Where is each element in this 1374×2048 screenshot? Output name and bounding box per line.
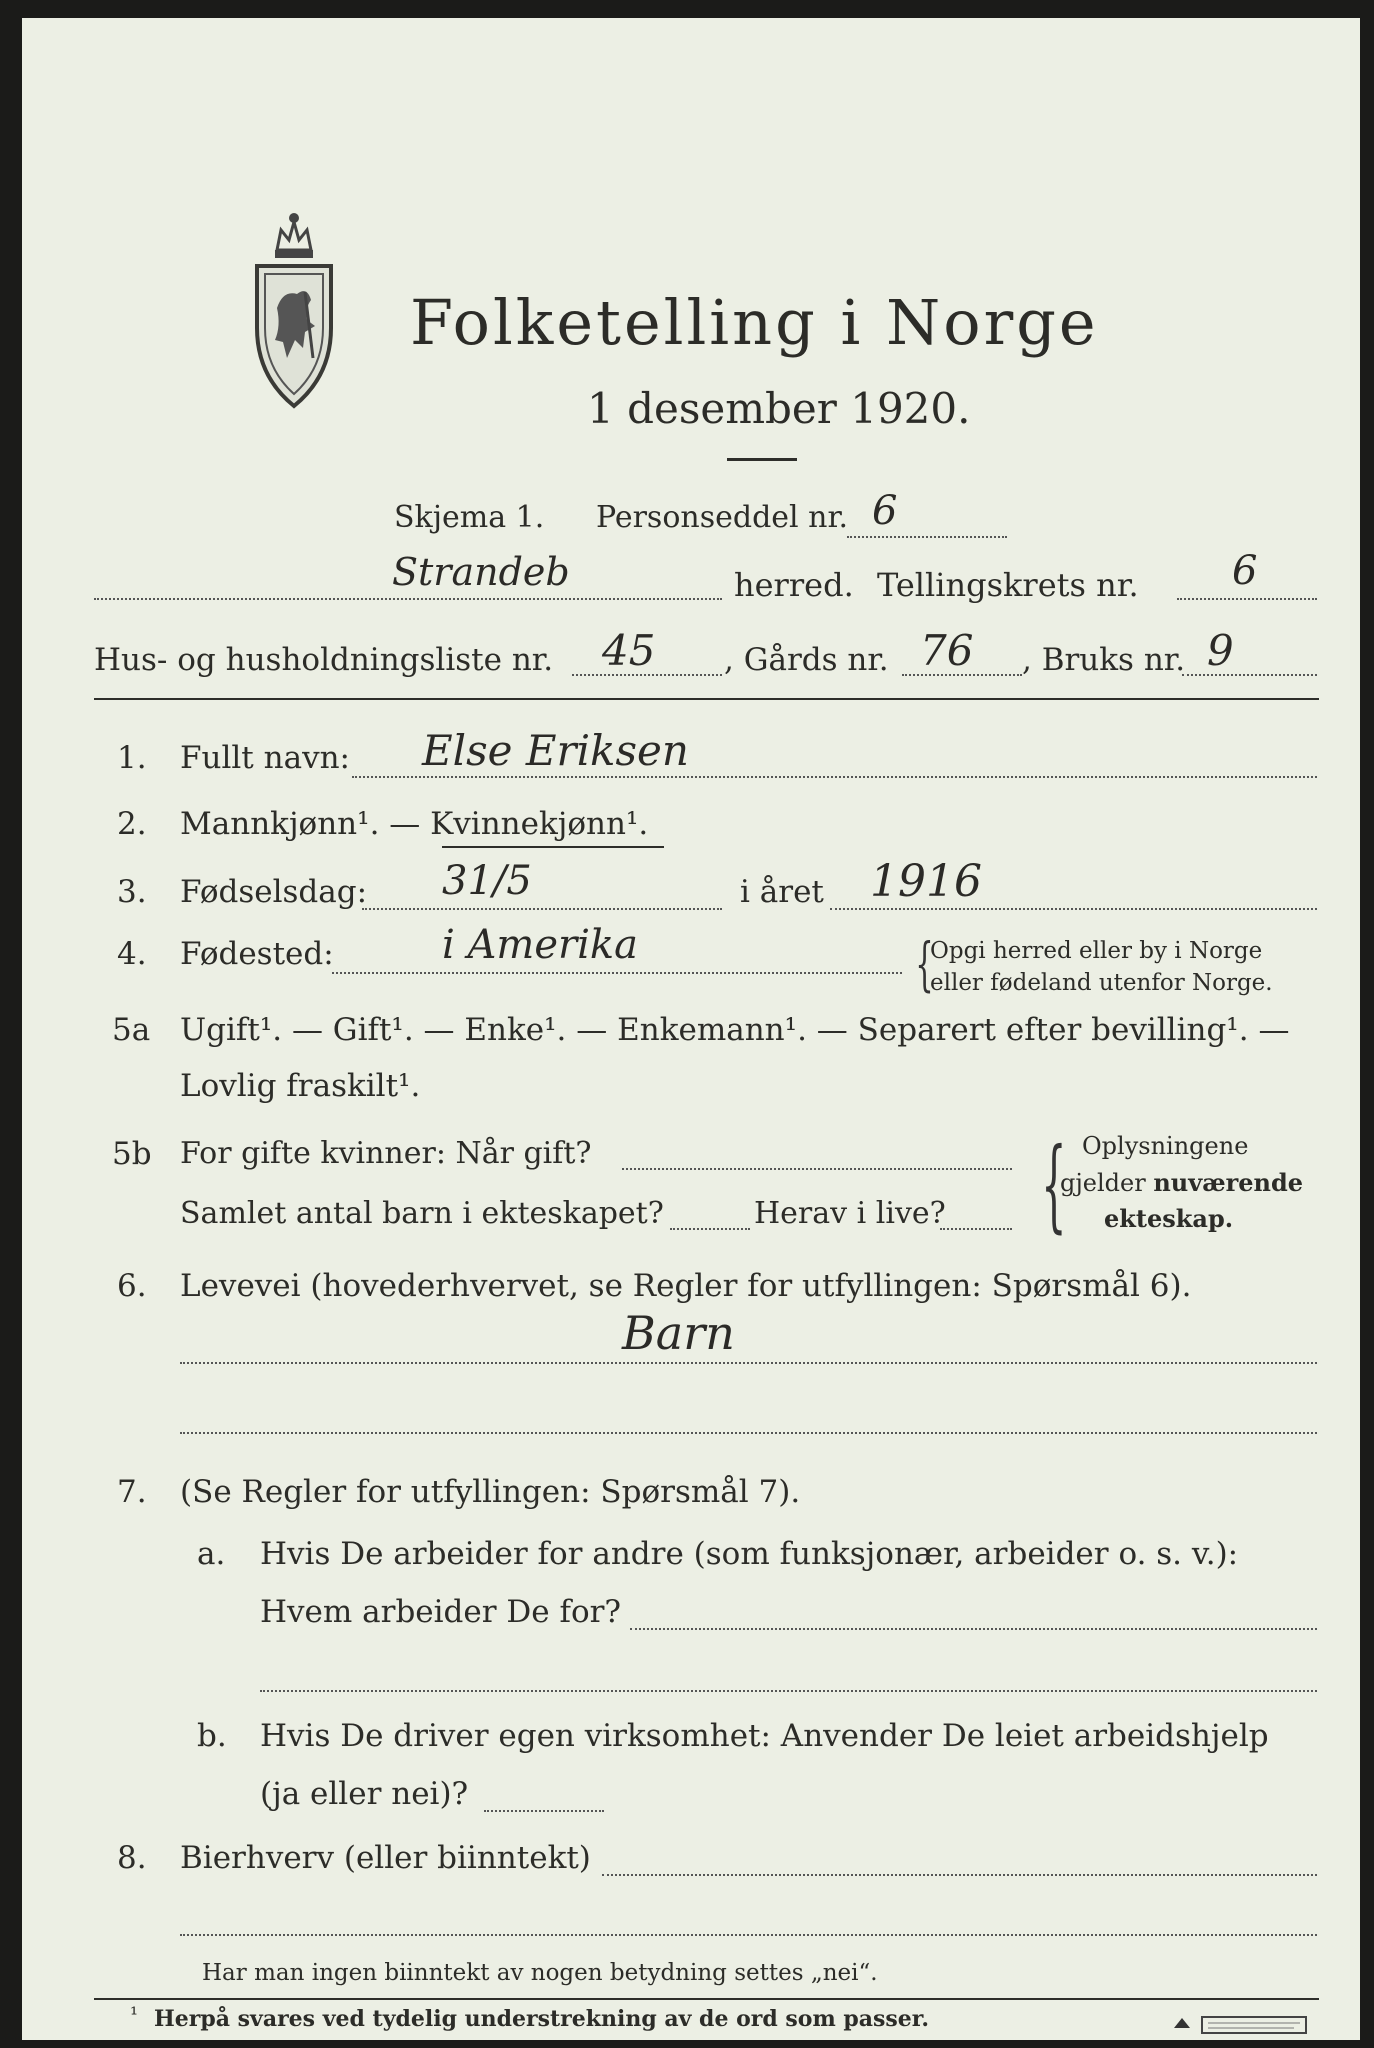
q7a-number: a.	[197, 1536, 226, 1572]
q4-line	[332, 972, 902, 974]
q5b-note-gjelder: gjelder	[1060, 1169, 1154, 1197]
form-title: Folketelling i Norge	[410, 286, 1099, 359]
q8-label: Bierhverv (eller biinntekt)	[180, 1840, 591, 1876]
q5b-line2b: Herav i live?	[754, 1196, 946, 1231]
q7b-number: b.	[197, 1718, 227, 1754]
q4-number: 4.	[117, 936, 147, 972]
q6-line2	[180, 1432, 1317, 1434]
q8-line1	[602, 1874, 1317, 1876]
q7-number: 7.	[117, 1474, 147, 1510]
q3-year-value: 1916	[870, 856, 982, 907]
q8-note: Har man ingen biinntekt av nogen betydning settes „nei“.	[202, 1960, 878, 1986]
q4-note-line1: Opgi herred eller by i Norge	[930, 938, 1263, 964]
form-date: 1 desember 1920.	[587, 384, 971, 433]
q5a-line1: Ugift¹. — Gift¹. — Enke¹. — Enkemann¹. — Separert efter bevilling¹. —	[180, 1012, 1290, 1048]
q2-underline-kvinnekjonn	[442, 846, 664, 848]
printer-mark-icon	[1174, 2014, 1309, 2036]
personseddel-label: Personseddel nr.	[596, 500, 849, 535]
personseddel-line	[847, 536, 1007, 538]
q1-value: Else Eriksen	[422, 726, 689, 775]
title-divider	[727, 458, 797, 461]
q3-year-line	[830, 908, 1317, 910]
q7b-line2: (ja eller nei)?	[260, 1776, 469, 1812]
q3-number: 3.	[117, 874, 147, 910]
herred-value: Strandeb	[392, 550, 570, 594]
q1-label: Fullt navn:	[180, 740, 350, 776]
q4-note-line2: eller fødeland utenfor Norge.	[930, 970, 1273, 996]
norway-coat-of-arms-icon	[247, 208, 342, 418]
q5b-brace: {	[1041, 1126, 1067, 1243]
q5b-note-line1: Oplysningene	[1082, 1132, 1249, 1160]
tellingskrets-line	[1177, 598, 1317, 600]
q4-value: i Amerika	[442, 922, 638, 968]
q7b-line1: Hvis De driver egen virksomhet: Anvender De leiet arbeidshjelp	[260, 1718, 1269, 1754]
q7-label: (Se Regler for utfyllingen: Spørsmål 7).	[180, 1474, 801, 1510]
q5b-naar-gift-line	[622, 1168, 1012, 1170]
q5a-line2: Lovlig fraskilt¹.	[180, 1068, 421, 1104]
bruks-label: , Bruks nr.	[1022, 642, 1186, 678]
q2-number: 2.	[117, 806, 147, 842]
q1-number: 1.	[117, 740, 147, 776]
q5b-note-line2	[1060, 1168, 1303, 1197]
q4-label: Fødested:	[180, 936, 334, 972]
footnote: Herpå svares ved tydelig understrekning av de ord som passer.	[154, 2006, 930, 2032]
q5b-barn-line	[670, 1228, 750, 1230]
q7b-line	[484, 1810, 604, 1812]
q8-number: 8.	[117, 1840, 147, 1876]
q5a-number: 5a	[112, 1012, 151, 1048]
q7a-line-a	[630, 1628, 1317, 1630]
gards-value: 76	[920, 626, 974, 675]
q2-label: Mannkjønn¹. — Kvinnekjønn¹.	[180, 806, 649, 842]
bruks-value: 9	[1207, 626, 1234, 675]
footer-divider	[94, 1998, 1319, 2000]
q7a-line1: Hvis De arbeider for andre (som funksjonær, arbeider o. s. v.):	[260, 1536, 1239, 1572]
personseddel-value: 6	[872, 488, 898, 534]
gards-label: , Gårds nr.	[724, 642, 889, 678]
q5b-line1: For gifte kvinner: Når gift?	[180, 1136, 592, 1171]
q7a-line-b	[260, 1690, 1317, 1692]
q6-number: 6.	[117, 1268, 147, 1304]
header-divider	[94, 698, 1319, 700]
skjema-label: Skjema 1.	[394, 500, 545, 535]
census-form-page	[22, 18, 1360, 2040]
q3-year-label: i året	[740, 874, 824, 910]
q7a-line2: Hvem arbeider De for?	[260, 1594, 622, 1630]
bruks-line	[1182, 674, 1317, 676]
q5b-note-line3: ekteskap.	[1104, 1204, 1234, 1233]
q3-date-line	[362, 908, 722, 910]
q5b-note-nuvaerende: nuværende	[1153, 1168, 1304, 1197]
footnote-number: ¹	[130, 2002, 139, 2026]
q5b-line2a: Samlet antal barn i ekteskapet?	[180, 1196, 664, 1231]
q6-value: Barn	[622, 1306, 735, 1360]
q3-label: Fødselsdag:	[180, 874, 368, 910]
q5b-herav-line	[940, 1228, 1012, 1230]
husliste-label: Hus- og husholdningsliste nr.	[94, 642, 554, 678]
tellingskrets-label: Tellingskrets nr.	[877, 566, 1139, 604]
husliste-value: 45	[602, 626, 656, 675]
herred-line	[94, 598, 722, 600]
herred-label: herred.	[734, 566, 854, 604]
q6-label: Levevei (hovederhvervet, se Regler for utfyllingen: Spørsmål 6).	[180, 1268, 1192, 1304]
q4-brace: {	[915, 930, 934, 998]
q1-line	[352, 776, 1317, 778]
q8-line2	[180, 1934, 1317, 1936]
tellingskrets-value: 6	[1232, 548, 1258, 594]
q6-line1	[180, 1362, 1317, 1364]
q3-value: 31/5	[442, 858, 532, 904]
q5b-number: 5b	[112, 1136, 152, 1172]
